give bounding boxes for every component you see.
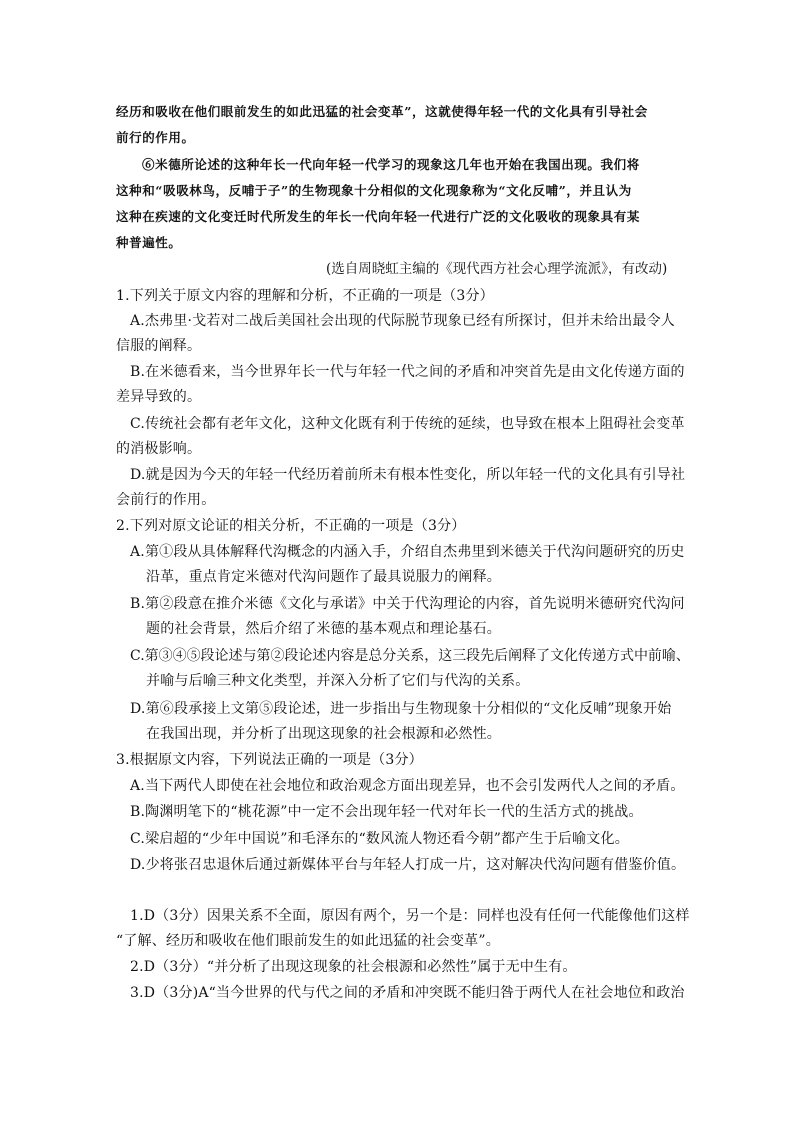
question-1-option-d-cont: 会前行的作用。 [116, 492, 216, 508]
passage-line: 这种和“吸吸林鸟，反哺于子”的生物现象十分相似的文化现象称为“文化反哺”，并且认为 [116, 183, 632, 198]
question-3-option-b: B.陶渊明笔下的“桃花源”中一定不会出现年轻一代对年长一代的生活方式的挑战。 [130, 804, 643, 820]
answer-1-cont: “了解、经历和吸收在他们眼前发生的如此迅猛的社会变革”。 [116, 933, 500, 949]
passage-line: 经历和吸收在他们眼前发生的如此迅猛的社会变革”，这就使得年轻一代的文化具有引导社会 [116, 104, 648, 119]
passage-line: 这种在疾速的文化变迁时代所发生的年长一代向年轻一代进行广泛的文化吸收的现象具有某 [116, 209, 641, 224]
question-1-option-b: B.在米德看来，当今世界年长一代与年轻一代之间的矛盾和冲突首先是由文化传递方面的 [130, 364, 685, 380]
passage-line: ⑥米德所论述的这种年长一代向年轻一代学习的现象这几年也开始在我国出现。我们将 [142, 157, 640, 172]
question-1-stem: 1.下列关于原文内容的理解和分析，不正确的一项是（3分） [116, 288, 494, 304]
answer-3: 3.D（3分)A“当今世界的代与代之间的矛盾和冲突既不能归咎于两代人在社会地位和政治 [130, 985, 685, 1001]
question-1-option-a-cont: 信服的阐释。 [116, 338, 202, 354]
answer-1: 1.D（3分）因果关系不全面，原因有两个，另一个是：同样也没有任何一代能像他们这样 [130, 908, 690, 924]
question-1-option-b-cont: 差异导致的。 [116, 389, 202, 405]
question-2-option-c: C.第③④⑤段论述与第②段论述内容是总分关系，这三段先后阐释了文化传递方式中前喻、 [130, 648, 690, 664]
question-2-option-b-cont: 题的社会背景，然后介绍了米德的基本观点和理论基石。 [146, 621, 501, 637]
question-3-option-d: D.少将张召忠退休后通过新媒体平台与年轻人打成一片，这对解决代沟问题有借鉴价值。 [130, 857, 686, 873]
answer-2: 2.D（3分）“并分析了出现这现象的社会根源和必然性”属于无中生有。 [130, 959, 577, 975]
question-2-option-d: D.第⑥段承接上文第⑤段论述，进一步指出与生物现象十分相似的“文化反哺”现象开始 [130, 701, 672, 717]
passage-source: (选自周晓虹主编的《现代西方社会心理学流派》，有改动) [326, 261, 668, 277]
question-3-stem: 3.根据原文内容，下列说法正确的一项是（3分） [116, 752, 423, 768]
question-2-option-d-cont: 在我国出现，并分析了出现这现象的社会根源和必然性。 [146, 726, 501, 742]
question-2-option-a-cont: 沿革，重点肯定米德对代沟问题作了最具说服力的阐释。 [146, 569, 501, 585]
question-3-option-a: A.当下两代人即使在社会地位和政治观念方面出现差异，也不会引发两代人之间的矛盾。 [130, 778, 685, 794]
passage-line: 前行的作用。 [116, 130, 195, 145]
question-1-option-d: D.就是因为今天的年轻一代经历着前所未有根本性变化，所以年轻一代的文化具有引导社 [130, 467, 686, 483]
question-2-option-c-cont: 并喻与后喻三种文化类型，并深入分析了它们与代沟的关系。 [146, 673, 530, 689]
question-1-option-a: A.杰弗里·戈若对二战后美国社会出现的代际脱节现象已经有所探讨，但并未给出最令人 [130, 313, 676, 329]
question-1-option-c: C.传统社会都有老年文化，这种文化既有利于传统的延续，也导致在根本上阻碍社会变革 [130, 416, 685, 432]
question-3-option-c: C.梁启超的“少年中国说”和毛泽东的“数风流人物还看今朝”都产生于后喻文化。 [130, 831, 629, 847]
passage-line: 种普遍性。 [116, 235, 182, 250]
question-1-option-c-cont: 的消极影响。 [116, 441, 202, 457]
question-2-option-a: A.第①段从具体解释代沟概念的内涵入手，介绍自杰弗里到米德关于代沟问题研究的历史 [130, 544, 685, 560]
question-2-stem: 2.下列对原文论证的相关分析，不正确的一项是（3分） [116, 518, 466, 534]
question-2-option-b: B.第②段意在推介米德《文化与承诺》中关于代沟理论的内容，首先说明米德研究代沟问 [130, 596, 685, 612]
